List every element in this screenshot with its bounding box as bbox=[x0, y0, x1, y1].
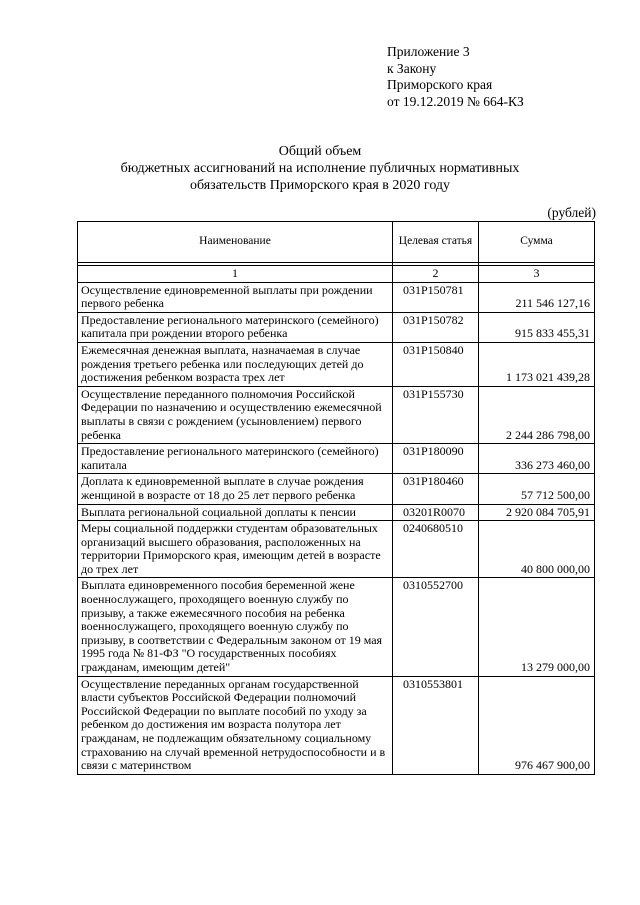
title-line: бюджетных ассигнований на исполнение публичных нормативных bbox=[120, 161, 520, 176]
column-number: 2 bbox=[393, 266, 479, 283]
appendix-line: Приморского края bbox=[387, 77, 493, 92]
header-name: Наименование bbox=[78, 222, 393, 263]
column-number-row bbox=[78, 266, 595, 283]
table-row bbox=[78, 578, 595, 676]
units-label: (рублей) bbox=[547, 205, 596, 220]
table-row bbox=[78, 676, 595, 774]
row-code: 031P150782 bbox=[393, 312, 479, 342]
row-sum: 13 279 000,00 bbox=[479, 578, 595, 676]
table-row bbox=[78, 282, 595, 312]
row-code: 0310552700 bbox=[393, 578, 479, 676]
row-code: 031P155730 bbox=[393, 386, 479, 443]
row-name: Осуществление единовременной выплаты при рождении первого ребенка bbox=[78, 282, 393, 312]
row-code: 0240680510 bbox=[393, 521, 479, 578]
table-row bbox=[78, 342, 595, 386]
table-row bbox=[78, 312, 595, 342]
title-line: обязательств Приморского края в 2020 году bbox=[189, 178, 451, 193]
row-sum: 2 244 286 798,00 bbox=[479, 386, 595, 443]
table-row bbox=[78, 521, 595, 578]
row-name: Меры социальной поддержки студентам образовательных организаций высшего образования, расположенных на территории Приморского края, имеющим детей в возрасте до трех лет bbox=[78, 521, 393, 578]
row-name: Выплата региональной социальной доплаты к пенсии bbox=[78, 504, 393, 521]
obligations-table bbox=[77, 221, 595, 775]
row-name: Ежемесячная денежная выплата, назначаемая в случае рождения третьего ребенка или последующих детей до достижения ребенком возраста трех лет bbox=[78, 342, 393, 386]
table-row bbox=[78, 504, 595, 521]
row-code: 031P180460 bbox=[393, 474, 479, 504]
row-name: Предоставление регионального материнского (семейного) капитала при рождении второго ребенка bbox=[78, 312, 393, 342]
row-sum: 57 712 500,00 bbox=[479, 474, 595, 504]
table-row bbox=[78, 474, 595, 504]
appendix-line: от 19.12.2019 № 664-КЗ bbox=[387, 93, 524, 109]
column-number: 3 bbox=[479, 266, 595, 283]
row-sum: 1 173 021 439,28 bbox=[479, 342, 595, 386]
row-name: Выплата единовременного пособия беременной жене военнослужащего, проходящего военную службу по призыву, а также ежемесячного пособия на ребенка военнослужащего, проходящего военную службу по призыву, в соответствии с Федеральным законом от 19 мая 1995 года № 81-ФЗ "О государственных пособиях гражданам, имеющим детей" bbox=[78, 578, 393, 676]
title-line: Общий объем bbox=[278, 144, 362, 159]
row-sum: 211 546 127,16 bbox=[479, 282, 595, 312]
row-sum: 2 920 084 705,91 bbox=[479, 504, 595, 521]
appendix-line: Приложение 3 bbox=[387, 44, 470, 59]
row-name: Осуществление переданных органам государственной власти субъектов Российской Федерации полномочий Российской Федерации по выплате пособий по уходу за ребенком до достижения им возраста полутора лет гражданам, не подлежащим обязательному социальному страхованию на случай временной нетрудоспособности и в связи с материнством bbox=[78, 676, 393, 774]
header-code: Целевая статья bbox=[393, 222, 479, 263]
row-name: Предоставление регионального материнского (семейного) капитала bbox=[78, 444, 393, 474]
appendix-reference bbox=[387, 44, 524, 110]
row-code: 031P180090 bbox=[393, 444, 479, 474]
row-code: 0310553801 bbox=[393, 676, 479, 774]
header-sum: Сумма bbox=[479, 222, 595, 263]
row-code: 031P150781 bbox=[393, 282, 479, 312]
row-name: Осуществление переданного полномочия Российской Федерации по назначению и осуществлению ежемесячной выплаты в связи с рождением (усыновлением) первого ребенка bbox=[78, 386, 393, 443]
row-sum: 336 273 460,00 bbox=[479, 444, 595, 474]
row-sum: 915 833 455,31 bbox=[479, 312, 595, 342]
table-row bbox=[78, 444, 595, 474]
row-name: Доплата к единовременной выплате в случае рождения женщиной в возрасте от 18 до 25 лет первого ребенка bbox=[78, 474, 393, 504]
table-row bbox=[78, 386, 595, 443]
row-sum: 40 800 000,00 bbox=[479, 521, 595, 578]
row-code: 031P150840 bbox=[393, 342, 479, 386]
column-number: 1 bbox=[78, 266, 393, 283]
document-title bbox=[0, 143, 640, 194]
appendix-line: к Закону bbox=[387, 60, 437, 76]
table-header-row bbox=[78, 222, 595, 263]
row-code: 03201R0070 bbox=[393, 504, 479, 521]
row-sum: 976 467 900,00 bbox=[479, 676, 595, 774]
